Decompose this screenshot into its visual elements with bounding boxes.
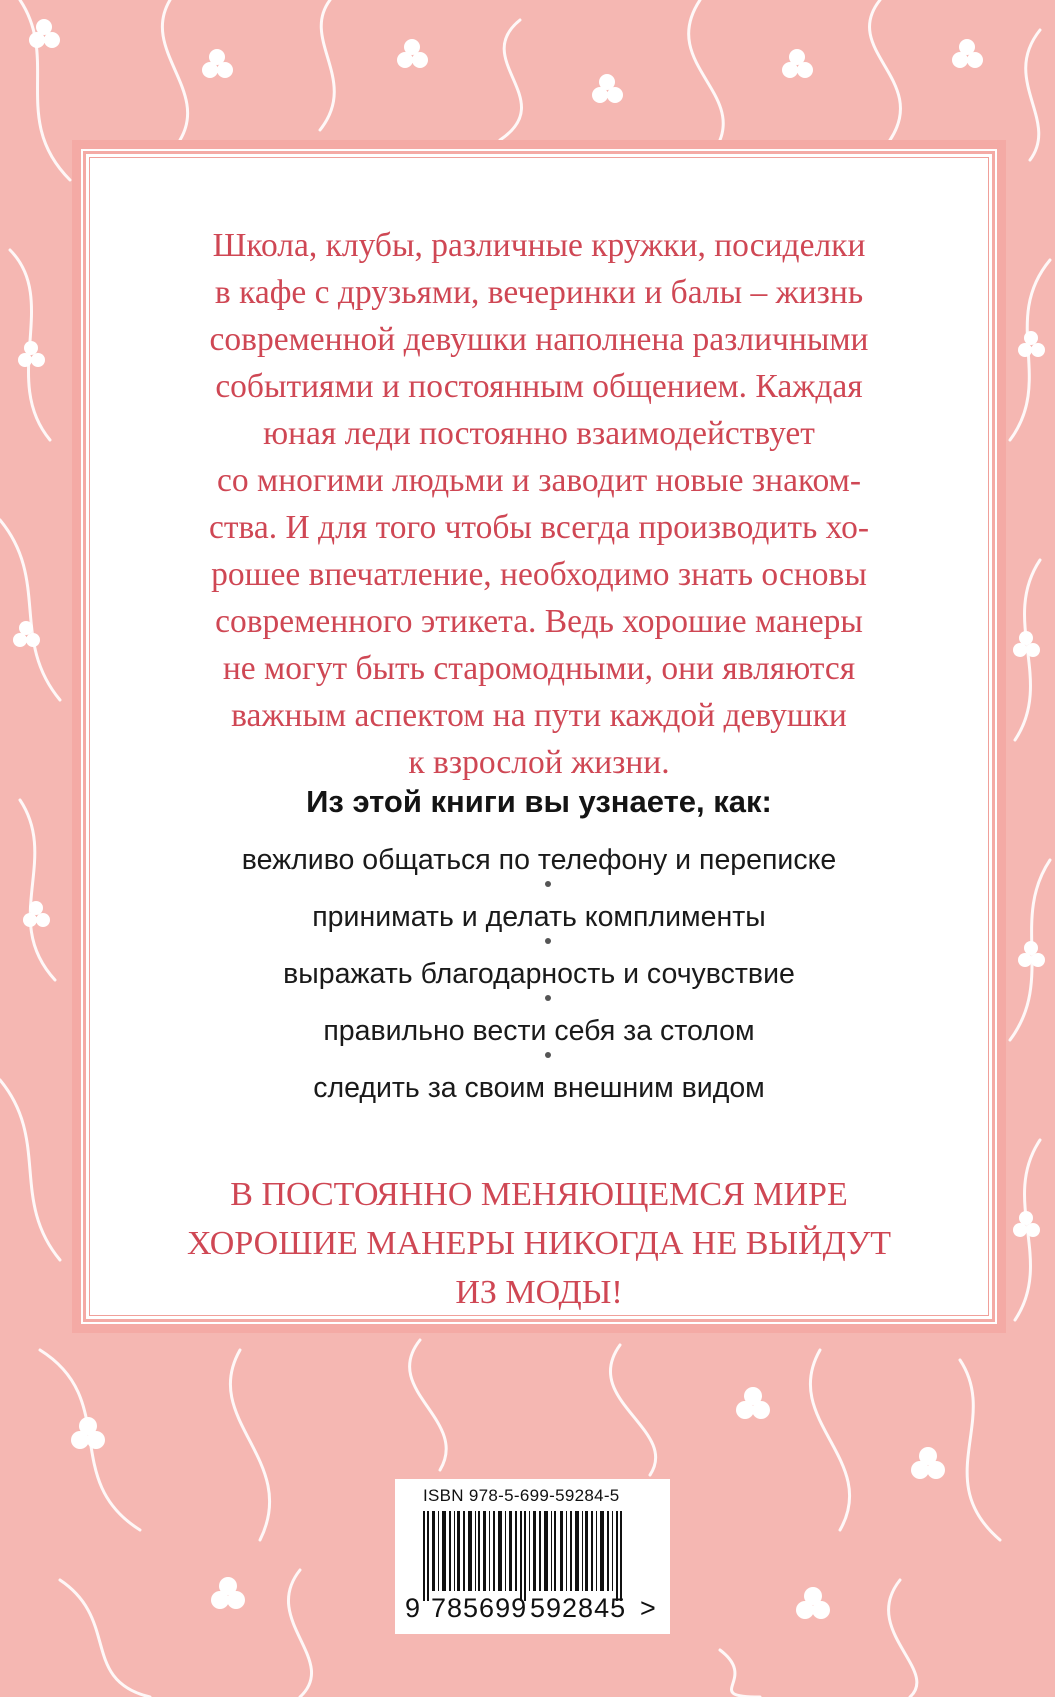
list-item: выражать благодарность и сочувствие [86,957,992,1014]
intro-line: рошее впечатление, необходимо знать основы [211,556,867,593]
intro-line: современного этикета. Ведь хорошие манеры [215,603,863,640]
intro-line: событиями и постоянным общением. Каждая [215,368,863,405]
isbn-label: ISBN 978-5-699-59284-5 [423,1486,620,1505]
text-panel [83,151,995,1322]
list-item: вежливо общаться по телефону и переписке [86,843,992,900]
intro-line: со многими людьми и заводит новые знаком- [217,462,861,499]
list-item: следить за своим внешним видом [313,1072,765,1104]
learn-list [86,843,992,1128]
list-item: принимать и делать комплименты [86,900,992,957]
barcode-right-group: 592845 [530,1593,627,1623]
intro-line: ства. И для того чтобы всегда производить хо- [208,509,870,546]
closing-line: В ПОСТОЯННО МЕНЯЮЩЕМСЯ МИРЕ [230,1176,848,1213]
closing-line: ИЗ МОДЫ! [455,1274,623,1311]
intro-line: не могут быть старомодными, они являются [222,650,856,687]
intro-line: юная леди постоянно взаимодействует [263,415,815,452]
intro-line: в кафе с друзьями, вечеринки и балы – жизнь [214,274,864,311]
closing-statement [86,1170,992,1317]
intro-line: к взрослой жизни. [408,744,670,781]
barcode-lead-digit: 9 [405,1593,421,1623]
text-panel-frame [72,140,1006,1333]
closing-line: ХОРОШИЕ МАНЕРЫ НИКОГДА НЕ ВЫЙДУТ [186,1225,892,1262]
barcode-bars [405,1511,660,1601]
barcode-quiet-mark: > [640,1593,656,1623]
isbn-barcode [395,1479,670,1634]
intro-line: современной девушки наполнена различными [209,321,869,358]
intro-line: важным аспектом на пути каждой девушки [231,697,847,734]
barcode-left-group: 785699 [431,1593,528,1623]
intro-line: Школа, клубы, различные кружки, посиделки [212,227,866,264]
barcode-digits [395,1593,670,1625]
list-item: правильно вести себя за столом [86,1014,992,1071]
intro-paragraph [126,222,952,786]
learn-heading: Из этой книги вы узнаете, как: [306,784,772,819]
